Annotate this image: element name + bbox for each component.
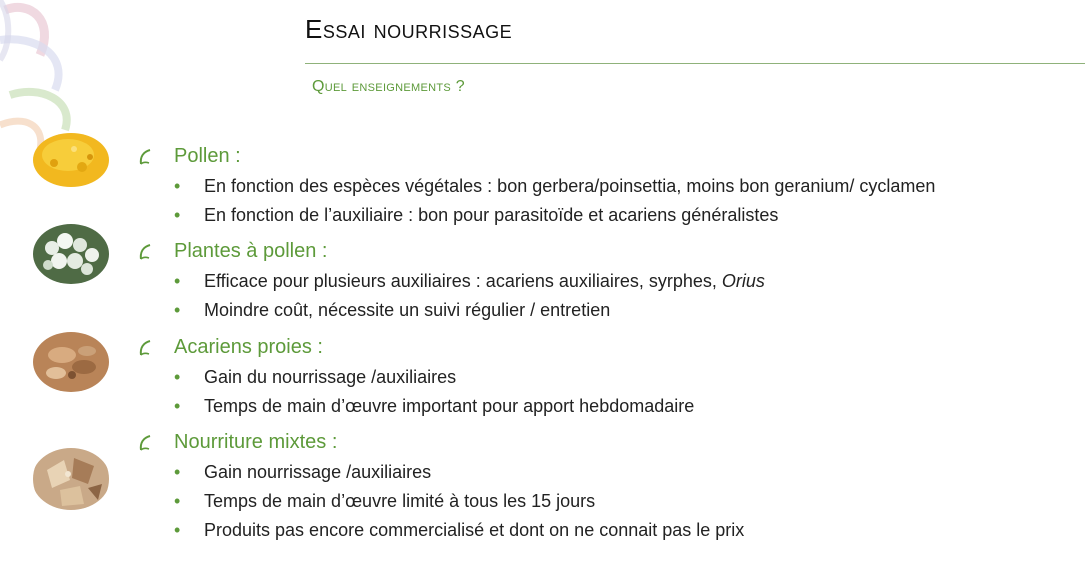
bullet-dot-icon: •: [174, 396, 181, 416]
section-title: Nourriture mixtes :: [174, 431, 338, 453]
bullet-dot-icon: •: [174, 205, 181, 225]
bullet-dot-icon: •: [174, 271, 181, 291]
section-title: Pollen :: [174, 145, 241, 167]
leaf-bullet-icon: [138, 243, 152, 261]
bullet-text: En fonction de l’auxiliaire : bon pour parasitoïde et acariens généralistes: [204, 205, 779, 225]
bullet-text: En fonction des espèces végétales : bon gerbera/poinsettia, moins bon geranium/ cyclamen: [204, 176, 936, 196]
bullet-dot-icon: •: [174, 520, 181, 540]
leaf-bullet-icon: [138, 148, 152, 166]
bullet-text-main: Efficace pour plusieurs auxiliaires : acariens auxiliaires, syrphes,: [204, 271, 722, 291]
bullet-dot-icon: •: [174, 462, 181, 482]
bullet-dot-icon: •: [174, 176, 181, 196]
section-title: Plantes à pollen :: [174, 240, 328, 262]
leaf-bullet-icon: [138, 434, 152, 452]
bullet-text: Gain du nourrissage /auxiliaires: [204, 367, 457, 387]
prey-mites-image: [32, 331, 110, 393]
bullet-text: Gain nourrissage /auxiliaires: [204, 462, 432, 482]
bullet-text: Temps de main d’œuvre limité à tous les 15 jours: [204, 491, 596, 511]
bullet-dot-icon: •: [174, 300, 181, 320]
bullet-dot-icon: •: [174, 491, 181, 511]
pollen-image: [32, 127, 110, 189]
bullet-text: Produits pas encore commercialisé et dont on ne connait pas le prix: [204, 520, 745, 540]
leaf-bullet-icon: [138, 339, 152, 357]
mixed-food-image: [32, 448, 110, 510]
bullet-dot-icon: •: [174, 367, 181, 387]
section-title: Acariens proies :: [174, 336, 323, 358]
bullet-text: [204, 271, 765, 292]
bullet-text: Moindre coût, nécessite un suivi régulier / entretien: [204, 300, 611, 320]
bullet-text-italic: Orius: [721, 271, 765, 291]
page-title-text: Essai nourrissage: [305, 14, 513, 44]
title-divider: [305, 63, 1085, 64]
page-title: [305, 14, 512, 45]
page-subtitle: Quel enseignements ?: [312, 78, 465, 95]
flower-plant-image: [32, 223, 110, 285]
bullet-text: Temps de main d’œuvre important pour apport hebdomadaire: [204, 396, 695, 416]
